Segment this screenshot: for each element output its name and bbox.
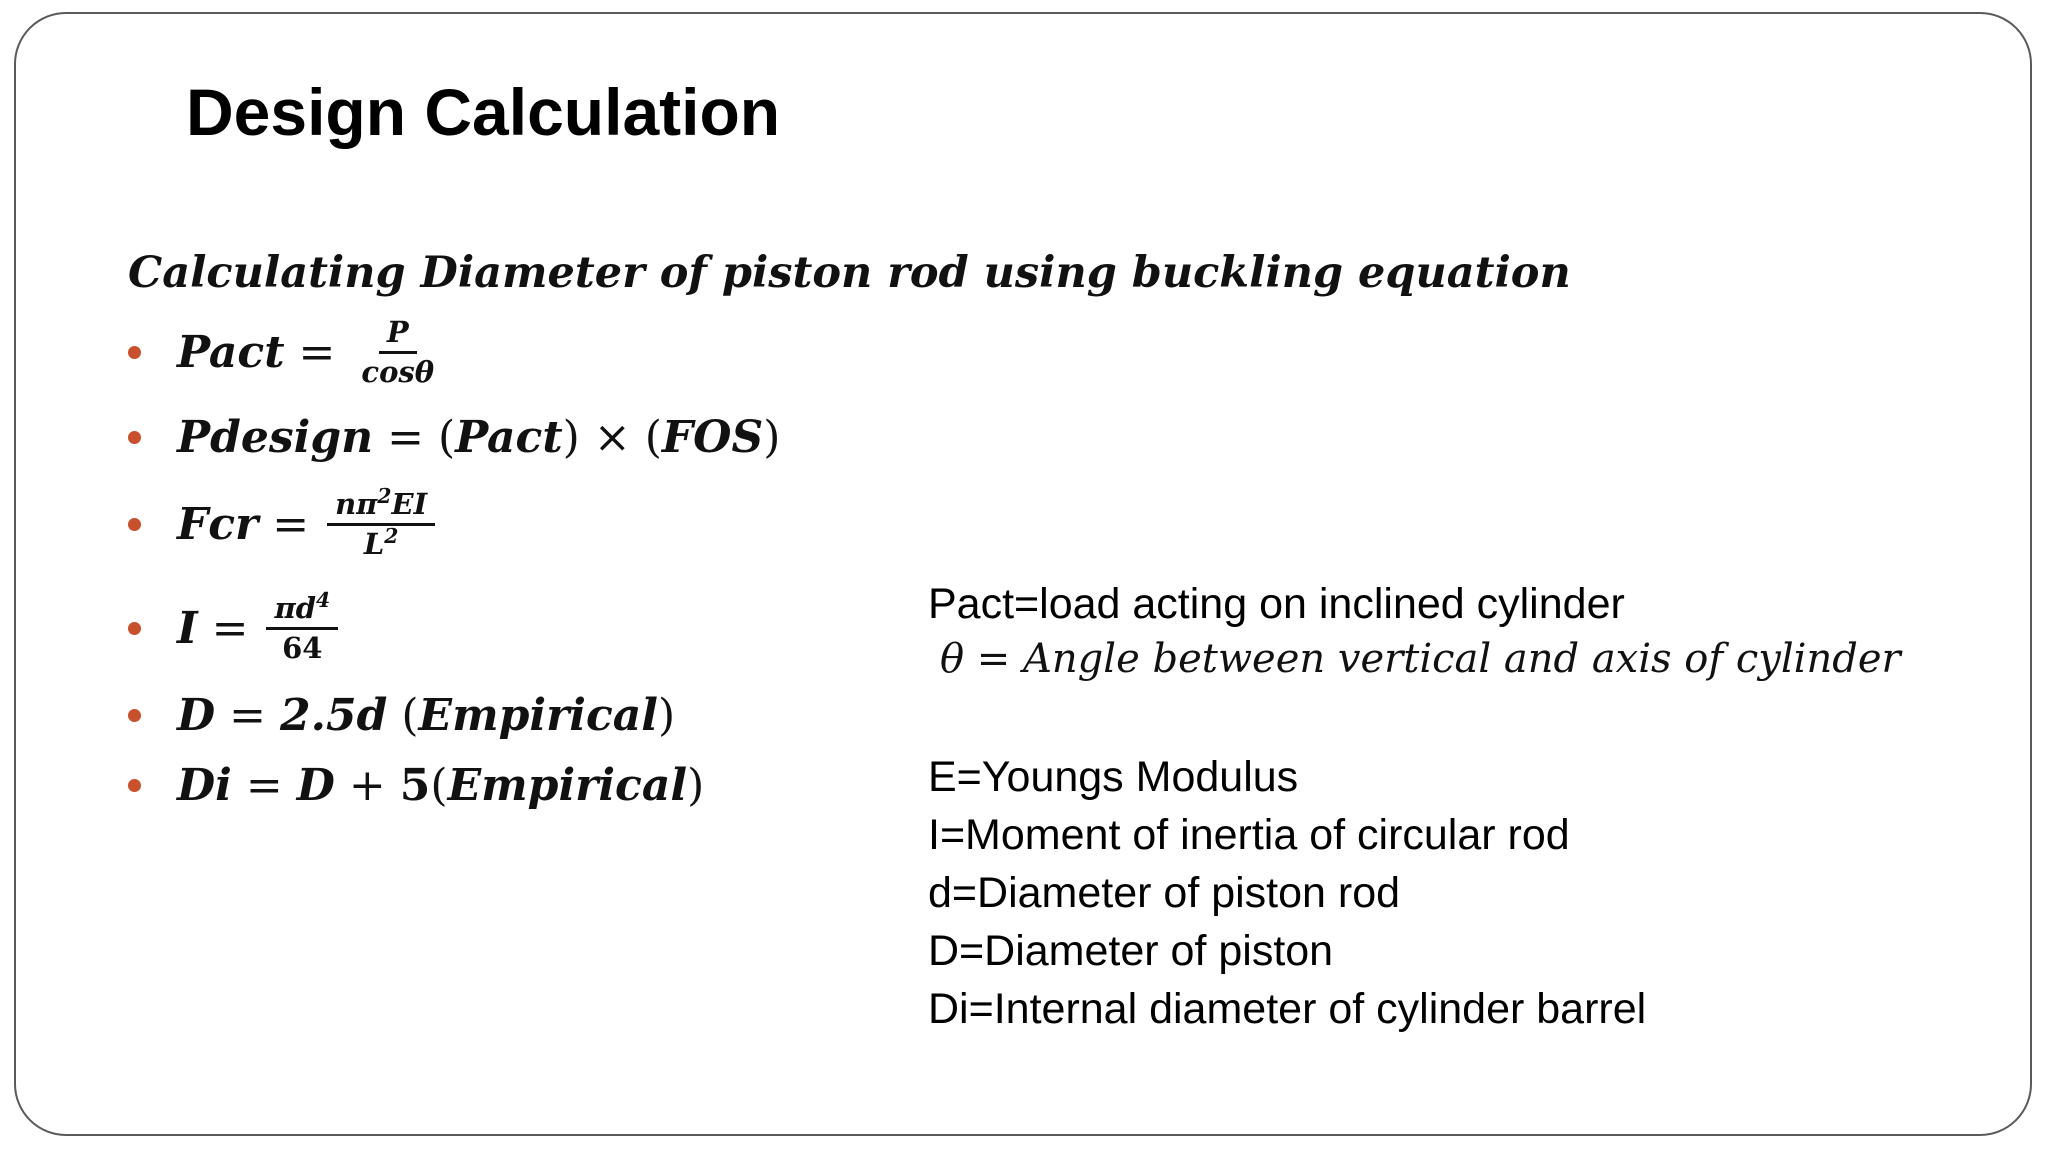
fraction-denominator: 64 — [282, 631, 323, 666]
equation-pact — [128, 316, 446, 390]
paren: ) — [658, 690, 676, 741]
fraction-denominator: cosθ — [361, 355, 435, 390]
equation-term: D — [296, 760, 335, 811]
den-term: L — [363, 527, 385, 562]
equation-inertia — [128, 587, 342, 666]
times-sign: × — [593, 412, 631, 463]
exponent: 2 — [377, 483, 392, 508]
definition-d-small: d=Diameter of piston rod — [928, 869, 1401, 917]
equation-d-empirical — [128, 690, 675, 741]
definition-i: I=Moment of inertia of circular rod — [928, 811, 1570, 859]
exponent: 4 — [315, 587, 331, 612]
slide-subtitle: Calculating Diameter of piston rod using buckling equation — [128, 248, 1571, 298]
paren: ( — [401, 690, 419, 741]
equation-term: Pact — [455, 412, 563, 463]
equals-sign: = — [298, 327, 336, 379]
fraction-numerator: P — [379, 316, 417, 354]
equation-term: FOS — [661, 412, 764, 463]
equation-lhs: Pdesign — [177, 412, 374, 463]
num-term: nπ — [335, 487, 378, 521]
definition-e: E=Youngs Modulus — [928, 753, 1299, 801]
num-term: πd — [274, 591, 316, 625]
equation-note: Empirical — [418, 690, 659, 741]
equation-lhs: Di — [177, 760, 232, 811]
fraction — [266, 587, 338, 666]
bullet-icon — [128, 346, 141, 359]
definition-di: Di=Internal diameter of cylinder barrel — [928, 985, 1647, 1033]
fraction — [353, 316, 442, 390]
num-term: EI — [391, 487, 428, 521]
equation-term: 2.5d — [280, 690, 388, 741]
fraction-denominator — [356, 526, 407, 561]
definition-d-big: D=Diameter of piston — [928, 927, 1334, 975]
bullet-icon — [128, 779, 141, 792]
equation-note: Empirical — [447, 760, 688, 811]
equation-lhs: I — [177, 603, 198, 655]
equals-sign: = — [387, 412, 424, 463]
paren: ( — [644, 412, 662, 463]
equals-sign: = — [245, 760, 283, 811]
equation-pdesign — [128, 412, 780, 463]
equals-sign: = — [211, 603, 249, 655]
bullet-icon — [128, 622, 141, 635]
plus-sign: + — [348, 760, 386, 811]
bullet-icon — [128, 518, 141, 531]
fraction — [327, 483, 435, 562]
fraction-numerator — [266, 587, 338, 630]
equation-lhs: D — [177, 690, 216, 741]
bullet-icon — [128, 709, 141, 722]
definition-theta: θ = Angle between vertical and axis of cylinder — [940, 636, 1901, 682]
equation-fcr — [128, 483, 439, 562]
paren: ) — [687, 760, 705, 811]
slide-title: Design Calculation — [186, 75, 781, 149]
bullet-icon — [128, 431, 141, 444]
paren: ( — [430, 760, 448, 811]
equals-sign: = — [272, 499, 310, 551]
equation-lhs: Pact — [177, 327, 285, 379]
paren: ) — [763, 412, 781, 463]
paren: ) — [562, 412, 580, 463]
definition-pact: Pact=load acting on inclined cylinder — [928, 580, 1625, 628]
equation-lhs: Fcr — [177, 499, 259, 551]
equation-term: 5 — [399, 760, 431, 811]
paren: ( — [437, 412, 456, 463]
equation-di-empirical — [128, 760, 704, 811]
equals-sign: = — [229, 690, 267, 741]
fraction-numerator — [327, 483, 435, 526]
exponent: 2 — [384, 524, 399, 549]
